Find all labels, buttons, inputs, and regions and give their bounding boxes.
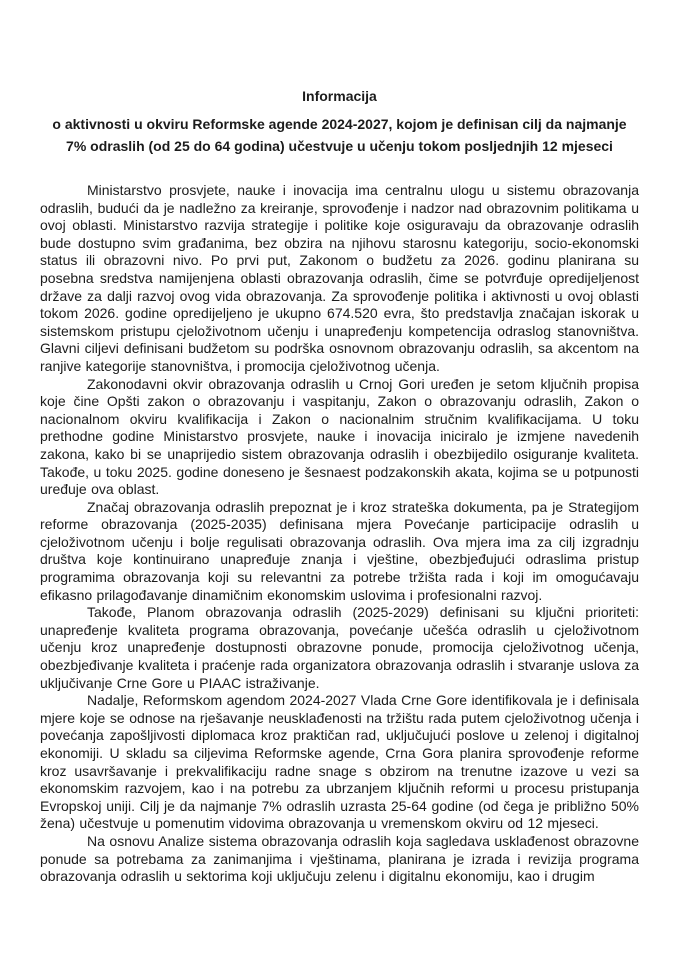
body-paragraph: Nadalje, Reformskom agendom 2024-2027 Vlada Crne Gore identifikovala je i definisala mjere koje se odnose na rješavanje neusklađenosti na tržištu rada putem cjeloživotnog učenja i povećanja zapošljivosti diplomaca kroz praktičan rad, uključujući poslove u zelenoj i digitalnoj ekonomiji. U skladu sa ciljevima Reformske agende, Crna Gora planira sprovođenje reforme kroz usavršavanje i prekvalifikaciju radne snage s obzirom na trenutne izazove u vezi sa ekonomskim razvojem, kao i na potrebu za ubrzanjem ključnih reformi u procesu pristupanja Evropskoj uniji. Cilj je da najmanje 7% odraslih uzrasta 25-64 godine (od čega je približno 50% žena) učestvuje u pomenutim vidovima obrazovanja u vremenskom okviru od 12 mjeseci. <box>40 692 639 832</box>
document-title: Informacija <box>302 88 377 104</box>
body-paragraph: Takođe, Planom obrazovanja odraslih (2025-2029) definisani su ključni prioriteti: unapređenje kvaliteta programa obrazovanja, povećanje učešća odraslih u cjeloživotnom učenju kroz unapređenje dostupnosti obrazovne ponude, promocija cjeloživotnog učenja, obezbjeđivanje kvaliteta i praćenje rada organizatora obrazovanja odraslih i stvaranje uslova za uključivanje Crne Gore u PIAAC istraživanje. <box>40 604 639 691</box>
document-subtitle: o aktivnosti u okviru Reformske agende 2024-2027, kojom je definisan cilj da najmanje 7% odraslih (od 25 do 64 godina) učestvuje u učenju tokom posljednjih 12 mjeseci <box>52 116 627 154</box>
body-paragraph: Značaj obrazovanja odraslih prepoznat je i kroz strateška dokumenta, pa je Strategijom reforme obrazovanja (2025-2035) definisana mjera Povećanje participacije odraslih u cjeloživotnom učenju i bolje regulisati obrazovanja odraslih. Ova mjera ima za cilj izgradnju društva koje kontinuirano unapređuje znanja i vještine, obezbjeđujući odraslima pristup programima obrazovanja koji su relevantni za potrebe tržišta rada i koji im omogućavaju efikasno prilagođavanje dinamičnim ekonomskim uslovima i profesionalni razvoj. <box>40 498 639 603</box>
body-paragraph: Zakonodavni okvir obrazovanja odraslih u Crnoj Gori uređen je setom ključnih propisa koje čine Opšti zakon o obrazovanju i vaspitanju, Zakon o obrazovanju odraslih, Zakon o nacionalnom okviru kvalifikacija i Zakon o nacionalnim stručnim kvalifikacijama. U toku prethodne godine Ministarstvo prosvjete, nauke i inovacija iniciralo je izmjene navedenih zakona, kako bi se unaprijedio sistem obrazovanja odraslih i obezbijedilo osiguranje kvaliteta. Takođe, u toku 2025. godine doneseno je šesnaest podzakonskih akata, kojima se u potpunosti uređuje ova oblast. <box>40 375 639 498</box>
body-paragraph: Na osnovu Analize sistema obrazovanja odraslih koja sagledava usklađenost obrazovne ponude sa potrebama za zanimanjima i vještinama, planirana je izrada i revizija programa obrazovanja odraslih u sektorima koji uključuju zelenu i digitalnu ekonomiju, kao i drugim <box>40 832 639 885</box>
body-paragraph: Ministarstvo prosvjete, nauke i inovacija ima centralnu ulogu u sistemu obrazovanja odraslih, budući da je nadležno za kreiranje, sprovođenje i nadzor nad obrazovnim politikama u ovoj oblasti. Ministarstvo razvija strategije i politike koje osiguravaju da obrazovanje odraslih bude dostupno svim građanima, bez obzira na njihovu starosnu kategoriju, socio-ekonomski status ili obrazovni nivo. Po prvi put, Zakonom o budžetu za 2026. godinu planirana su posebna sredstva namijenjena oblasti obrazovanja odraslih, čime se potvrđuje opredijeljenost države za dalji razvoj ovog vida obrazovanja. Za sprovođenje politika i aktivnosti u ovoj oblasti tokom 2026. godine opredijeljeno je ukupno 674.520 evra, što predstavlja značajan iskorak u sistemskom pristupu cjeloživotnom učenju i unapređenju kompetencija odraslog stanovništva. Glavni ciljevi definisani budžetom su podrška osnovnom obrazovanju odraslih, sa akcentom na ranjive kategorije stanovništva, i promocija cjeloživotnog učenja. <box>40 182 639 374</box>
document-body <box>40 182 639 886</box>
